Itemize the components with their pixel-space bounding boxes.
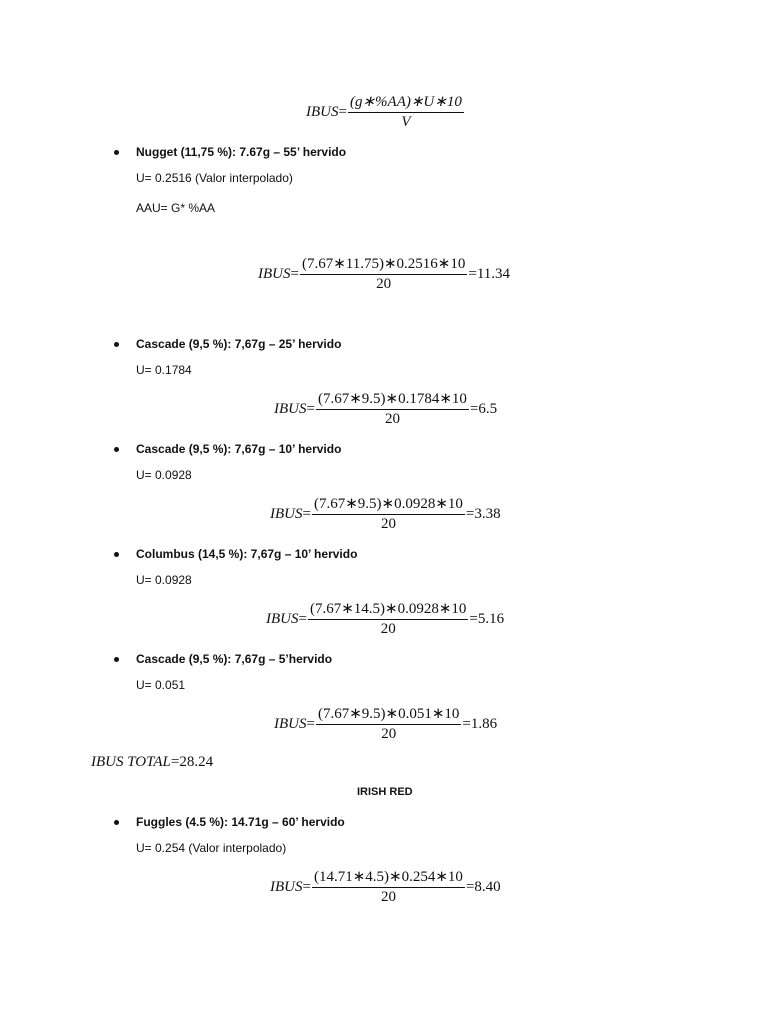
equation-fraction <box>312 496 465 533</box>
total-value: 28.24 <box>179 754 214 770</box>
equation-result: 6.5 <box>478 400 498 417</box>
equation-fraction <box>316 391 469 428</box>
equation-denominator: 20 <box>376 275 392 292</box>
bullet <box>114 150 119 155</box>
equation-denominator: 20 <box>381 725 397 742</box>
equation-lhs: IBUS <box>274 715 307 732</box>
hop-equation: IBUS = $\frac{(7.67∗9.5)∗0.1784∗10}{20}$ = 6.5 <box>274 390 498 427</box>
hop-equation: IBUS = $\frac{(7.67∗11.75)∗0.2516∗10}{20}$ = 11.34 <box>258 255 511 292</box>
hop-note: U= 0.0928 <box>136 468 192 482</box>
hop-note: AAU= G* %AA <box>136 201 216 215</box>
equation-numerator: (7.67∗11.75)∗0.2516∗10 <box>300 256 467 275</box>
formula-lhs: IBUS <box>306 103 339 120</box>
equation-result: 8.40 <box>474 878 501 895</box>
bullet <box>114 447 119 452</box>
hop-label: Nugget (11,75 %): 7.67g – 55’ hervido <box>136 145 347 159</box>
formula-denominator: V <box>401 113 411 130</box>
general-formula <box>306 92 465 132</box>
hop-note: U= 0.254 (Valor interpolado) <box>136 841 287 855</box>
formula-numerator: (g∗%AA)∗U∗10 <box>348 94 464 113</box>
hop-equation: IBUS = $\frac{(7.67∗9.5)∗0.051∗10}{20}$ = 1.86 <box>274 705 498 742</box>
hop-label: Cascade (9,5 %): 7,67g – 10’ hervido <box>136 442 342 456</box>
equals-sign: = <box>338 103 347 120</box>
equation-result: 3.38 <box>474 505 501 522</box>
hop-note: U= 0.2516 (Valor interpolado) <box>136 171 293 185</box>
hop-equation: IBUS = $\frac{(14.71∗4.5)∗0.254∗10}{20}$ = 8.40 <box>270 868 501 905</box>
hop-note: U= 0.1784 <box>136 363 192 377</box>
equation-result: 11.34 <box>476 265 511 282</box>
hop-equation: IBUS = $\frac{(7.67∗9.5)∗0.0928∗10}{20}$ = 3.38 <box>270 495 501 532</box>
hop-label: Cascade (9,5 %): 7,67g – 25’ hervido <box>136 337 342 351</box>
equation-fraction <box>312 869 465 906</box>
equation-result: 1.86 <box>470 715 498 732</box>
equation-lhs: IBUS <box>270 878 303 895</box>
equation-lhs: IBUS <box>258 265 291 282</box>
hop-label: Cascade (9,5 %): 7,67g – 5’hervido <box>136 652 333 666</box>
equation-fraction <box>300 256 467 293</box>
hop-note: U= 0.051 <box>136 678 186 692</box>
bullet <box>114 342 119 347</box>
equation-lhs: IBUS <box>274 400 307 417</box>
equation-numerator: (7.67∗14.5)∗0.0928∗10 <box>308 601 468 620</box>
equation-numerator: (7.67∗9.5)∗0.0928∗10 <box>312 496 465 515</box>
equation-result: 5.16 <box>477 610 505 627</box>
equation-fraction <box>316 706 461 743</box>
bullet <box>114 552 119 557</box>
hop-note: U= 0.0928 <box>136 573 192 587</box>
equation-fraction <box>308 601 468 638</box>
equation-denominator: 20 <box>380 620 396 637</box>
equation-numerator: (7.67∗9.5)∗0.051∗10 <box>316 706 461 725</box>
equation-numerator: (14.71∗4.5)∗0.254∗10 <box>312 869 465 888</box>
bullet <box>114 820 119 825</box>
ibus-total: IBUS TOTAL=28.24 <box>91 754 214 770</box>
equation-denominator: 20 <box>384 410 400 427</box>
hop-label: Fuggles (4.5 %): 14.71g – 60’ hervido <box>136 815 345 829</box>
equation-denominator: 20 <box>380 888 396 905</box>
equation-lhs: IBUS <box>270 505 303 522</box>
section-heading: IRISH RED <box>357 786 413 798</box>
total-lhs: IBUS TOTAL <box>91 754 171 770</box>
equation-denominator: 20 <box>380 515 396 532</box>
formula-fraction <box>348 94 464 131</box>
hop-equation: IBUS = $\frac{(7.67∗14.5)∗0.0928∗10}{20}$ = 5.16 <box>266 600 505 637</box>
bullet <box>114 657 119 662</box>
hop-label: Columbus (14,5 %): 7,67g – 10’ hervido <box>136 547 358 561</box>
equation-lhs: IBUS <box>266 610 299 627</box>
equation-numerator: (7.67∗9.5)∗0.1784∗10 <box>316 391 469 410</box>
